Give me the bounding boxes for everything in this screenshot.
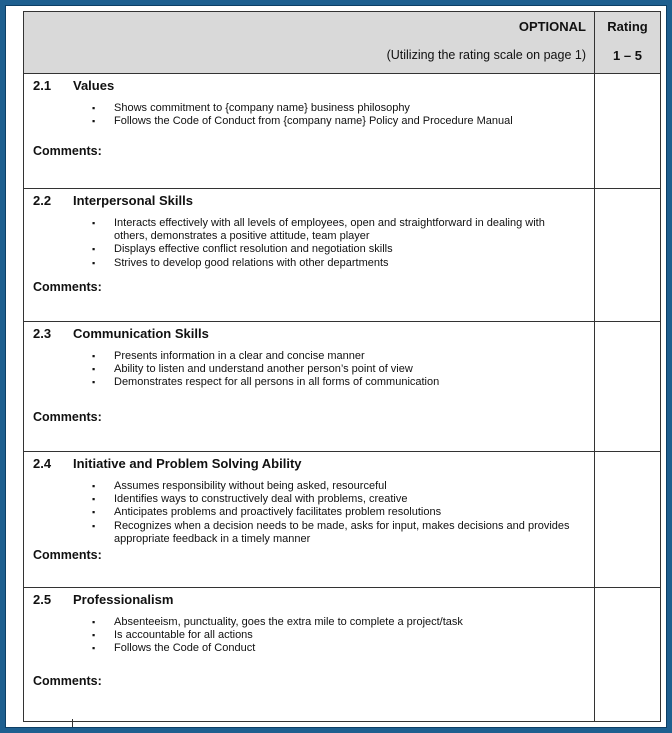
bullet-icon: ▪ — [92, 494, 96, 505]
table-bottom-border — [23, 721, 661, 722]
section-number: 2.1 — [33, 78, 52, 93]
comments-label: Comments: — [33, 144, 102, 158]
list-item: ▪ Follows the Code of Conduct — [92, 642, 256, 655]
bullet-list — [92, 217, 562, 270]
list-item: ▪ Interacts effectively with all levels of employees, open and straightforward in dealing with others, demonstrates a positive attitude, team player — [92, 217, 545, 243]
comments-label: Comments: — [33, 674, 102, 688]
bullet-icon: ▪ — [92, 377, 96, 388]
section-interpersonal-skills — [24, 189, 660, 322]
rating-column-divider — [594, 11, 595, 721]
list-item: ▪ Anticipates problems and proactively facilitates problem resolutions — [92, 506, 442, 519]
list-item: ▪ Ability to listen and understand another person’s point of view — [92, 363, 413, 376]
rating-scale-note: (Utilizing the rating scale on page 1) — [386, 48, 586, 62]
document-frame — [5, 5, 667, 728]
section-number: 2.2 — [33, 193, 52, 208]
bullet-list — [92, 350, 592, 390]
section-initiative-problem-solving — [24, 452, 660, 588]
bullet-icon: ▪ — [92, 507, 96, 518]
bullet-list — [92, 616, 592, 656]
section-number: 2.4 — [33, 456, 52, 471]
comments-label: Comments: — [33, 280, 102, 294]
section-professionalism — [24, 588, 660, 721]
section-number: 2.5 — [33, 592, 52, 607]
section-number: 2.3 — [33, 326, 52, 341]
bullet-icon: ▪ — [92, 257, 96, 268]
list-item: ▪ Absenteeism, punctuality, goes the extra mile to complete a project/task — [92, 616, 463, 628]
list-item: ▪ Follows the Code of Conduct from {company name} Policy and Procedure Manual — [92, 115, 513, 128]
bullet-icon: ▪ — [92, 351, 96, 361]
bullet-icon: ▪ — [92, 364, 96, 375]
bullet-icon: ▪ — [92, 520, 96, 531]
list-item: ▪ Identifies ways to constructively deal with problems, creative — [92, 493, 408, 506]
section-communication-skills — [24, 322, 660, 452]
cursor-tick — [72, 719, 73, 727]
bullet-icon: ▪ — [92, 218, 96, 228]
bullet-icon: ▪ — [92, 244, 96, 255]
bullet-icon: ▪ — [92, 643, 96, 654]
list-item: ▪ Is accountable for all actions — [92, 629, 253, 642]
bullet-icon: ▪ — [92, 630, 96, 641]
bullet-icon: ▪ — [92, 617, 96, 627]
bullet-list — [92, 480, 592, 546]
table-header — [24, 11, 660, 74]
section-title: Communication Skills — [73, 326, 209, 341]
section-title: Professionalism — [73, 592, 174, 607]
evaluation-table — [23, 11, 661, 721]
rating-range: 1 – 5 — [613, 48, 642, 63]
list-item: ▪ Presents information in a clear and concise manner — [92, 350, 365, 362]
bullet-icon: ▪ — [92, 116, 96, 127]
section-title: Initiative and Problem Solving Ability — [73, 456, 302, 471]
list-item: ▪ Displays effective conflict resolution and negotiation skills — [92, 243, 393, 256]
bullet-list — [92, 102, 592, 128]
list-item: ▪ Assumes responsibility without being asked, resourceful — [92, 480, 387, 492]
bullet-icon: ▪ — [92, 481, 96, 491]
list-item: ▪ Shows commitment to {company name} business philosophy — [92, 102, 410, 114]
comments-label: Comments: — [33, 548, 102, 562]
section-title: Interpersonal Skills — [73, 193, 193, 208]
list-item: ▪ Demonstrates respect for all persons in all forms of communication — [92, 376, 440, 389]
section-title: Values — [73, 78, 115, 93]
list-item: ▪ Recognizes when a decision needs to be made, asks for input, makes decisions and provides appropriate feedback in a timely manner — [92, 519, 570, 545]
list-item: ▪ Strives to develop good relations with other departments — [92, 256, 389, 269]
comments-label: Comments: — [33, 410, 102, 424]
rating-heading: Rating — [607, 19, 648, 34]
optional-heading: OPTIONAL — [518, 19, 586, 34]
section-values — [24, 74, 660, 189]
bullet-icon: ▪ — [92, 103, 96, 113]
